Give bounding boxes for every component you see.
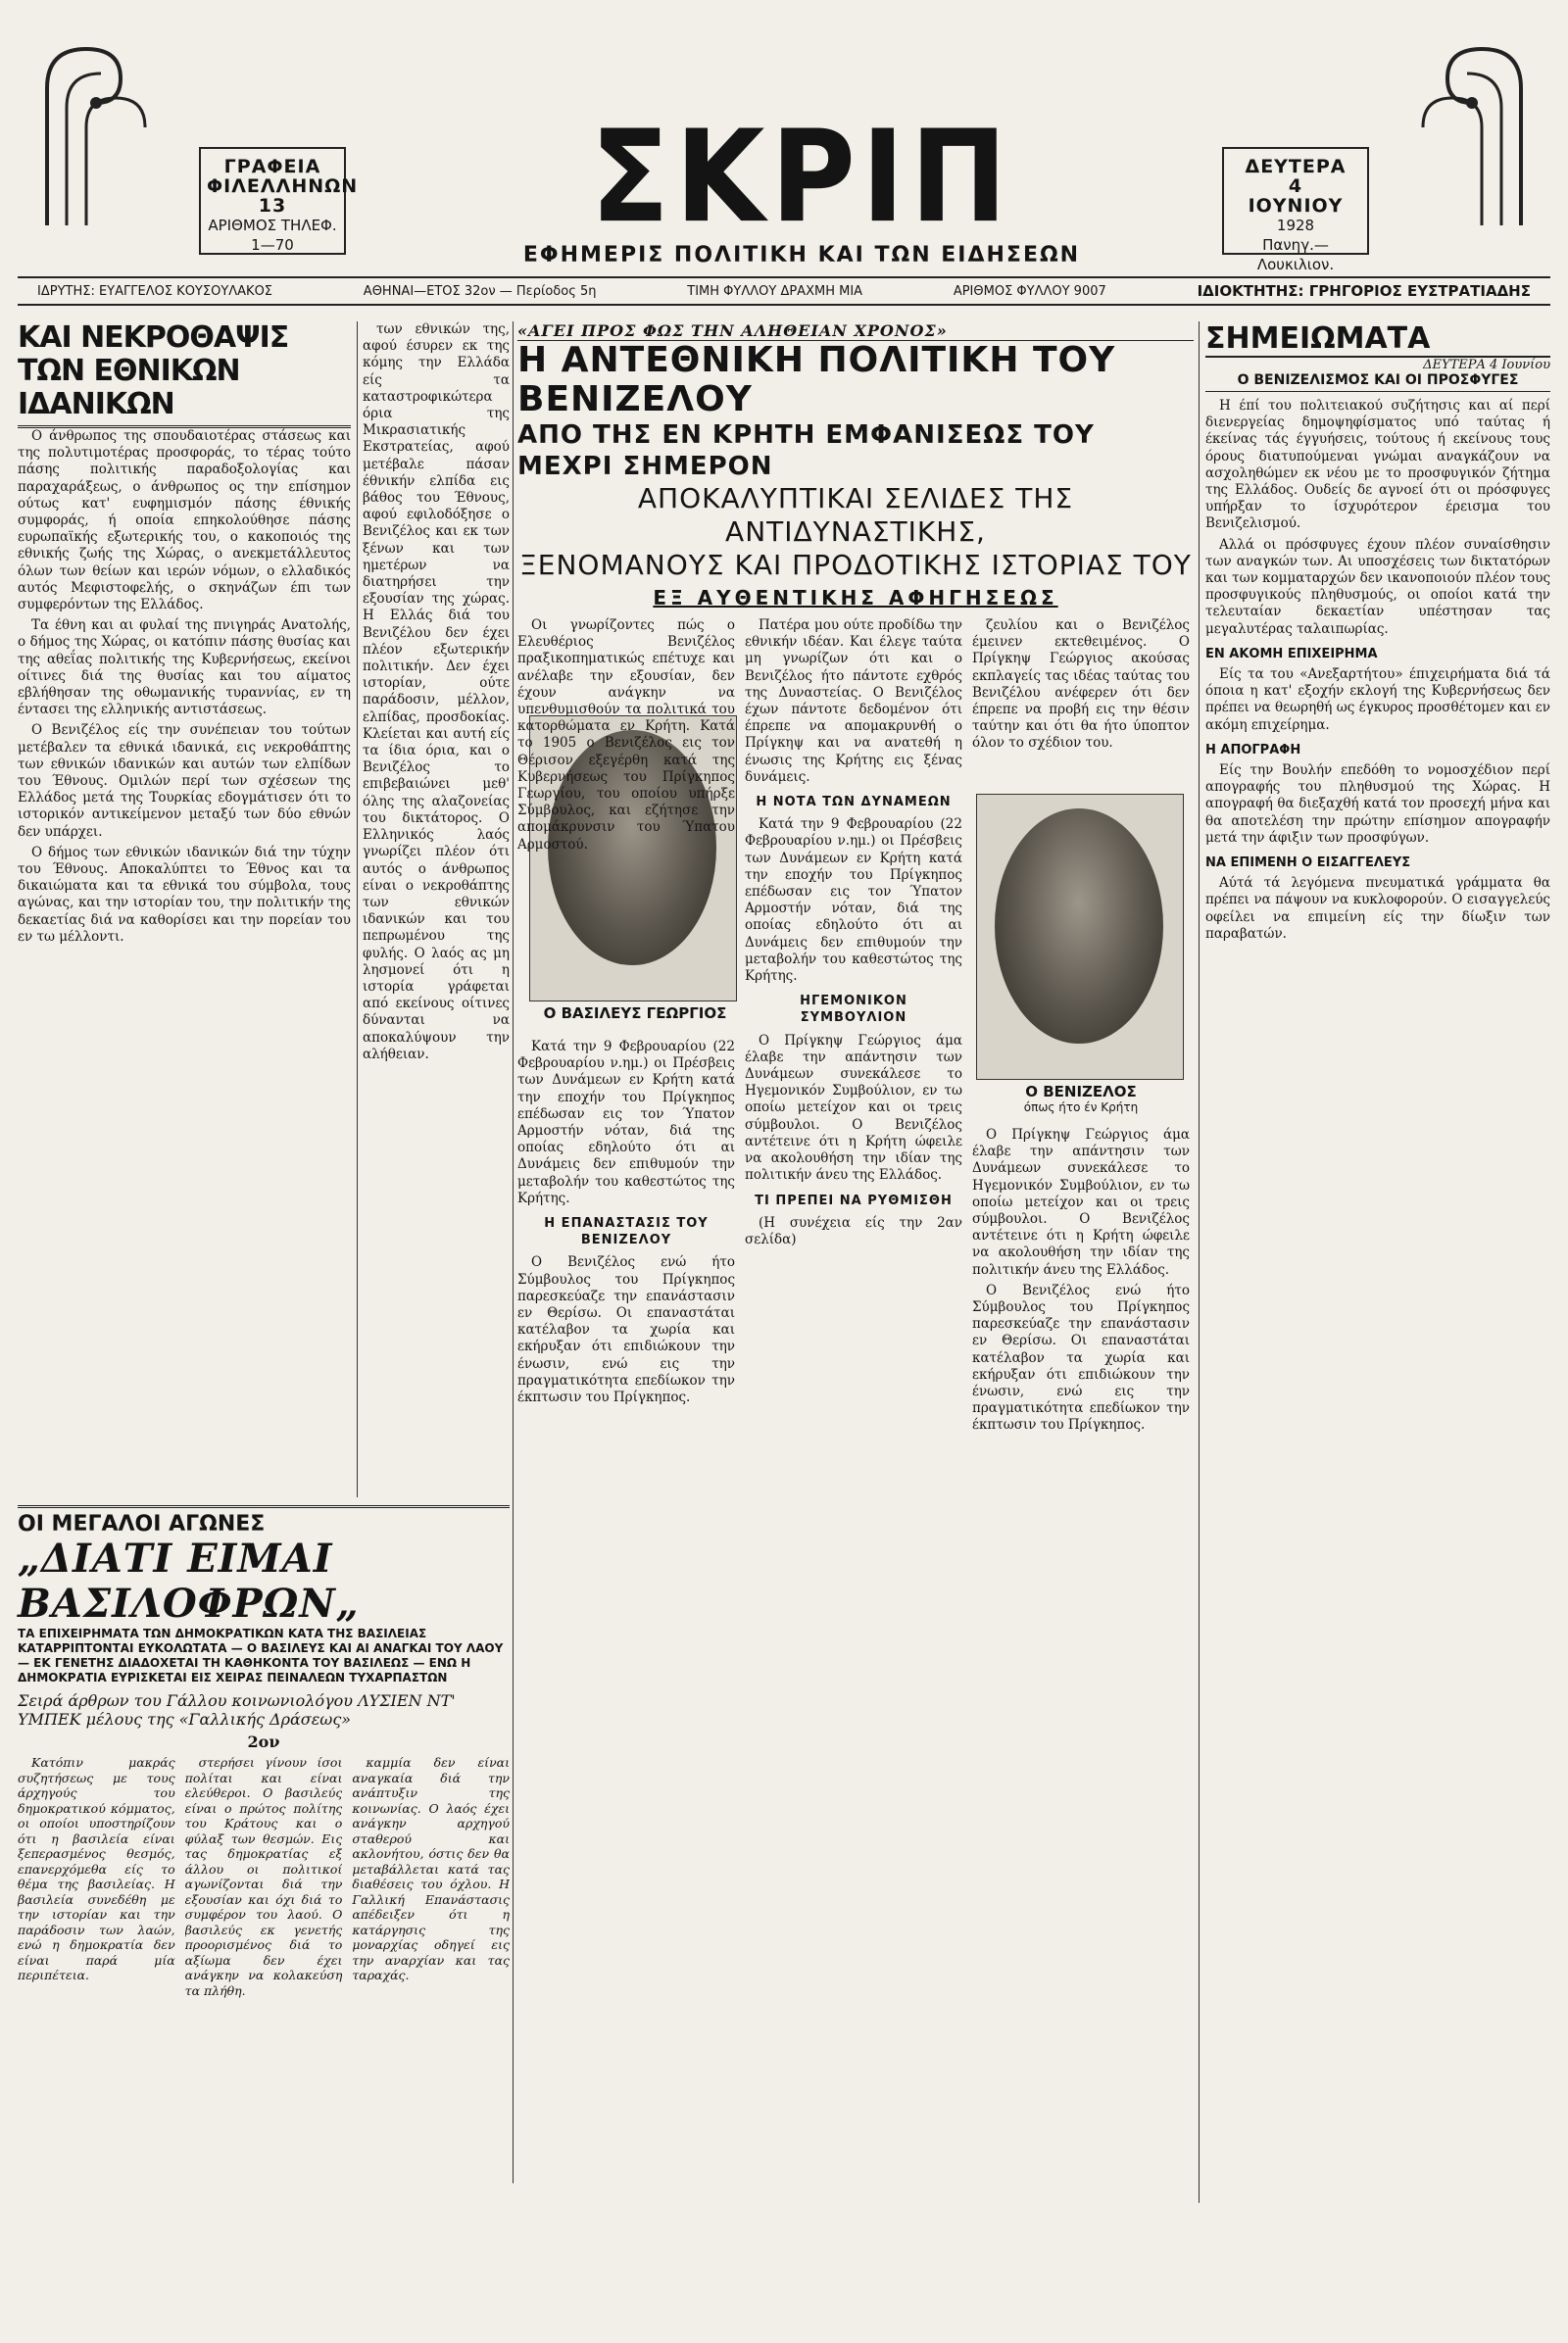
- newspaper-page: [18, 0, 1550, 2211]
- continued-note: (Η συνέχεια είς την 2αν σελίδα): [745, 1214, 962, 1247]
- center-columns: [517, 617, 1194, 2203]
- center-col-3: [972, 617, 1190, 757]
- date-month: ΙΟΥΝΙΟΥ: [1248, 195, 1344, 217]
- notes-headline: ΣΗΜΕΙΩΜΑΤΑ: [1205, 321, 1550, 358]
- king-george-caption: Ο ΒΑΣΙΛΕΥΣ ΓΕΩΡΓΙΟΣ: [543, 1004, 727, 1022]
- paragraph: Αλλά οι πρόσφυγες έχουν πλέον συναίσθησιν των αναγκών των. Αι υποσχέσεις των δικτατόρων και των κομματαρχών δεν ικανοποιούν πλέον τους προσφυγικούς πληθυσμούς, οι οποίοι κατά την τελευταίαν δεκαετίαν υπέστησαν τας μεγαλυτέρας ταλαιπωρίας.: [1205, 536, 1550, 637]
- royalist-col-a: [18, 1755, 175, 2343]
- paragraph: Κατόπιν μακράς συζητήσεως με τους άρχηγούς του δημοκρατικού κόμματος, οι οποίοι υποστηρίζουν ότι η βασιλεία είναι ξεπερασμένος θεσμός, επανερχόμεθα είς το θέμα της βασιλείας. Η βασιλεία συνεδέθη με την ιστορίαν και την παράδοσιν των λαών, ενώ η δημοκρατία δεν είναι παρά μία περιπέτεια.: [18, 1755, 175, 1982]
- paragraph: ζευλίου και ο Βενιζέλος έμεινεν εκτεθειμένος. Ο Πρίγκηψ Γεώργιος ακούσας εκπλαγείς τας ιδέας ταύτας του Βενιζέλου ανέφερεν ότι δεν έπρεπε να προβή εις την θέσιν ταύτην και ότι θα ήτο ύποπτον όλον το σχέδιον του.: [972, 617, 1190, 752]
- venizelos-portrait: [976, 794, 1184, 1080]
- center-deck-2: ΞΕΝΟΜΑΝΟΥΣ ΚΑΙ ΠΡΟΔΟΤΙΚΗΣ ΙΣΤΟΡΙΑΣ ΤΟΥ: [519, 549, 1192, 581]
- center-deck-3: ΕΞ ΑΥΘΕΝΤΙΚΗΣ ΑΦΗΓΗΣΕΩΣ: [653, 586, 1058, 610]
- section-heading: ΝΑ ΕΠΙΜΕΝΗ Ο ΕΙΣΑΓΓΕΛΕΥΣ: [1205, 855, 1411, 871]
- date-day: 4: [1288, 175, 1303, 197]
- notes-kicker: Ο ΒΕΝΙΖΕΛΙΣΜΟΣ ΚΑΙ ΟΙ ΠΡΟΣΦΥΓΕΣ: [1205, 372, 1550, 392]
- royalist-columns: [18, 1755, 510, 2343]
- sub-heading: Η ΕΠΑΝΑΣΤΑΣΙΣ ΤΟΥ ΒΕΝΙΖΕΛΟΥ: [544, 1216, 709, 1248]
- column-rule: [357, 321, 358, 1497]
- phone-number: 1—70: [251, 236, 294, 254]
- paragraph: Η έπί του πολιτειακού συζήτησις και αί περί διενεργείας δημοψηφίσματος υπό ταύτας ή έκείνας τάς έγγυήσεις, τούτους ή εκείνους τους όρους διατυπούμεναι γνώμαι αναγκάζουν να ασχοληθώμεν εκ νέου με το προσφυγικόν ζήτημα της Ελλάδος. Ουδείς δε αγνοεί ότι οι πρόσφυγες υπήρξαν το ίσχυρότερον έρεισμα του Βενιζελισμού.: [1205, 398, 1550, 532]
- paragraph: Είς την Βουλήν επεδόθη το νομοσχέδιον περί απογραφής του πληθυσμού της Χώρας. Η απογραφή θα διεξαχθή κατά τον προσεχή μήνα και θα αποτελέση την πρώτην επίσημον απογραφήν μετά την άφιξιν των προσφύγων.: [1205, 762, 1550, 846]
- date-saint: Πανηγ.—Λουκιλιον.: [1256, 236, 1335, 273]
- venizelos-caption-sub: όπως ήτο έν Κρήτη: [1023, 1100, 1139, 1114]
- paragraph: Ο Πρίγκηψ Γεώργιος άμα έλαβε την απάντησιν των Δυνάμεων συνεκάλεσε το Ηγεμονικόν Συμβούλιον, εν τω οποίω μετείχον και οι τρεις σύμβουλοι. Ο Βενιζέλος αντέτεινε ότι η Κρήτη ώφειλε να ακολουθήση την ιδίαν της πολιτικήν άνευ της Ελλάδος.: [745, 1032, 962, 1184]
- paragraph: Τα έθνη και αι φυλαί της πνιγηράς Ανατολής, ο δήμος της Χώρας, οι κατόπιν πάσης θυσίας και της αθεΐας πολιτικής της Κυβερνήσεως, εκείνοι οίτινες διά της θυσίας και του αίματος εβλήθησαν της οθωμανικής τυραννίας, εν τη έντασει της ελληνικής αντιστάσεως.: [18, 617, 351, 718]
- venizelos-caption-title: Ο ΒΕΝΙΖΕΛΟΣ: [1025, 1083, 1137, 1100]
- royalist-col-b: [185, 1755, 343, 2343]
- notes-column: [1205, 321, 1550, 2203]
- info-bar: [18, 276, 1550, 306]
- date-box: [1222, 147, 1369, 273]
- paragraph: Ο Βενιζέλος ενώ ήτο Σύμβουλος του Πρίγκηπος παρεσκεύαζε την επανάστασιν εν Θερίσω. Οι επαναστάται κατέλαβον τα χωρία και εκήρυξαν ότι επιδιώκουν την ένωσιν, ενώ εις την πραγματικότητα επεδίωκον την έκπτωσιν του Πρίγκηπος.: [517, 1254, 735, 1406]
- royalist-deck: ΤΑ ΕΠΙΧΕΙΡΗΜΑΤΑ ΤΩΝ ΔΗΜΟΚΡΑΤΙΚΩΝ ΚΑΤΑ ΤΗΣ ΒΑΣΙΛΕΙΑΣ ΚΑΤΑΡΡΙΠΤΟΝΤΑΙ ΕΥΚΟΛΩΤΑΤΑ — Ο ΒΑΣΙΛΕΥΣ ΚΑΙ ΑΙ ΑΝΑΓΚΑΙ ΤΟΥ ΛΑΟΥ — ΕΚ ΓΕΝΕΤΗΣ ΔΙΑΔΟΧΕΤΑΙ ΤΗ ΚΑΘΗΚΟΝΤΑ ΤΟΥ ΒΑΣΙΛΕΩΣ — ΕΝΩ Η ΔΗΜΟΚΡΑΤΙΑ ΕΥΡΙΣΚΕΤΑΙ ΕΙΣ ΧΕΙΡΑΣ ΠΕΙΝΑΛΕΩΝ ΤΥΧΑΡΠΑΣΤΩΝ: [18, 1627, 504, 1684]
- article-number: 2ον: [247, 1733, 280, 1751]
- royalist-col-c: [352, 1755, 510, 2343]
- sub-heading: ΤΙ ΠΡΕΠΕΙ ΝΑ ΡΥΘΜΙΣΘΗ: [755, 1193, 953, 1208]
- left-body: [18, 428, 351, 946]
- paragraph: Οι γνωρίζοντες πώς ο Ελευθέριος Βενιζέλος πραξικοπηματικώς επέτυχε και ανέλαβε την εξουσίαν, δεν έχουν ανάγκην να υπενθυμισθούν τα πολιτικά του κατορθώματα εν Κρήτη. Κατά το 1905 ο Βενιζέλος εις τον Θέρισον εξεγέρθη κατά της Κυβερνήσεως του Πρίγκηπος Γεωργίου, του οποίου υπήρξε Σύμβουλος, και εζήτησε την απομάκρυνσιν του Ύπατου Αρμοστού.: [517, 617, 735, 853]
- paragraph: Είς τα του «Ανεξαρτήτου» έπιχειρήματα διά τά όποια η κατ' εξοχήν εκλογή της Κυβερνήσεως δεν πρέπει να θεωρηθή ως έγκυρος προσθέτομεν και εν ακόμη επιχείρημα.: [1205, 666, 1550, 733]
- masthead: [18, 0, 1550, 300]
- center-deck-1: ΑΠΟΚΑΛΥΠΤΙΚΑΙ ΣΕΛΙΔΕΣ ΤΗΣ ΑΝΤΙΔΥΝΑΣΤΙΚΗΣ,: [637, 482, 1074, 548]
- newspaper-title: ΣΚΡΙΠ: [590, 102, 1013, 251]
- offices-address: ΦΙΛΕΛΛΗΝΩΝ 13: [207, 175, 359, 217]
- owner: ΙΔΙΟΚΤΗΤΗΣ: ΓΡΗΓΟΡΙΟΣ ΕΥΣΤΡΑΤΙΑΔΗΣ: [1197, 282, 1531, 300]
- ornament-right: [1394, 29, 1541, 240]
- paragraph: Ο Πρίγκηψ Γεώργιος άμα έλαβε την απάντησιν των Δυνάμεων συνεκάλεσε το Ηγεμονικόν Συμβούλιον, εν τω οποίω μετείχον και οι τρεις σύμβουλοι. Ο Βενιζέλος αντέτεινε ότι η Κρήτη ώφειλε να ακολουθήση την ιδίαν της πολιτικήν άνευ της Ελλάδος.: [972, 1127, 1190, 1278]
- center-col-1: [517, 617, 735, 857]
- issue-number: ΑΡΙΘΜΟΣ ΦΥΛΛΟΥ 9007: [953, 283, 1106, 299]
- sub-heading: Η ΝΟΤΑ ΤΩΝ ΔΥΝΑΜΕΩΝ: [756, 795, 952, 810]
- date-year: 1928: [1276, 217, 1315, 234]
- edition: ΑΘΗΝΑΙ—ΕΤΟΣ 32ον — Περίοδος 5η: [363, 283, 597, 299]
- paragraph: Κατά την 9 Φεβρουαρίου (22 Φεβρουαρίου ν.ημ.) οι Πρέσβεις των Δυνάμεων εν Κρήτη κατά την εποχήν του Πρίγκηπος επέδωσαν εις τον Ύπατον Αρμοστήν νόταν, διά της οποίας εδηλούτο ότι αι Δυνάμεις δεν επιθυμούν την μεταβολήν του καθεστώτος της Κρήτης.: [517, 1039, 735, 1206]
- paragraph: στερήσει γίνουν ίσοι πολίται και είναι ελεύθεροι. Ο βασιλεύς είναι ο πρώτος πολίτης του Κράτους και ο φύλαξ των θεσμών. Εις τας δημοκρατίας εξ άλλου οι πολιτικοί αγωνίζονται διά την εξουσίαν και όχι διά το συμφέρον του λαού. Ο βασιλεύς εκ γενετής προορισμένος διά το αξίωμα δεν έχει ανάγκην να κολακεύση τα πλήθη.: [184, 1755, 343, 1998]
- left-article-continued: [363, 321, 510, 1497]
- notes-dateline: ΔΕΥΤΕΡΑ 4 Ιουνίου: [1423, 358, 1550, 372]
- center-kicker: «ΑΓΕΙ ΠΡΟΣ ΦΩΣ ΤΗΝ ΑΛΗΘΕΙΑΝ ΧΡΟΝΟΣ»: [517, 321, 1194, 341]
- center-col-3b: [972, 1127, 1190, 2203]
- paragraph: Ο άνθρωπος της σπουδαιοτέρας στάσεως και της πολυτιμοτέρας προσφοράς, το τέρας τούτο πάσης πολιτικής παραδοξολογίας και παραχαράξεως, ο άνθρωπος ος την επίσημον ούτως κατ' ευφημισμόν πάσης έθνικής συμφοράς, ή οποία επηκολούθησε πάσης ευρωπαϊκής εξωτερικής του, ο κακοποιός της εθνικής ζωής της Χώρας, ο ανεκμετάλλευτος όλων των θείων και ιερών νόμων, ο ελλαδικός αυτός Μεφιστοφελής, ο σκηνάζων έπι των συμφερόντων της Ελλάδος.: [18, 428, 351, 613]
- royalist-article: [18, 1505, 510, 2343]
- left-article: [18, 321, 351, 1497]
- section-heading: Η ΑΠΟΓΡΑΦΗ: [1205, 742, 1301, 757]
- paragraph: των εθνικών της, αφού έσυρεν εκ της κόμης την Ελλάδα είς τα καταστροφικώτερα όρια της Μικρασιατικής Εκστρατείας, αφού μετέβαλε πάσαν έθνικήν ελπίδα εις βάθος του Έθνους, αφού εφιλοδόξησε ο Βενιζέλος και εκ των ξένων και των ημετέρων να διατηρήσει την εξουσίαν της χώρας. Η Ελλάς διά του Βενιζέλου δεν έχει πλέον εξωτερικήν πολιτικήν. Δεν έχει ιστορίαν, ούτε παράδοσιν, μέλλον, ελπίδας, προσδοκίας. Κλείεται και αυτή είς τα ίδια όρια, και ο Βενιζέλος το επιβεβαιώνει μεθ' όλης της αλαζονείας του δικτάτορος. Ο Ελληνικός λαός γνωρίζει πλέον ότι αυτός ο άνθρωπος είναι ο νεκροθάπτης των εθνικών ιδανικών και του πεπρωμένου της φυλής. Ο λαός ας μη λησμονεί ότι η ιστορία γράφεται από εκείνους οίτινες δύνανται να αποκαλύψουν την αλήθειαν.: [363, 321, 510, 1062]
- paragraph: Αύτά τά λεγόμενα πνευματικά γράμματα θα πρέπει να πάψουν να κυκλοφορούν. Ο εισαγγελεύς οφείλει να επιμείνη είς την δίωξιν των παραβατών.: [1205, 875, 1550, 942]
- date-weekday: ΔΕΥΤΕΡΑ: [1245, 156, 1347, 177]
- offices-box: [199, 147, 359, 255]
- ornament-left: [27, 29, 174, 240]
- center-col-1b: [517, 1039, 735, 2203]
- center-headline: Η ΑΝΤΕΘΝΙΚΗ ΠΟΛΙΤΙΚΗ ΤΟΥ ΒΕΝΙΖΕΛΟΥ: [517, 340, 1116, 419]
- paragraph: καμμία δεν είναι αναγκαία διά την ανάπτυξιν της κοινωνίας. Ο λαός έχει ανάγκην αρχηγού σταθερού και ακλονήτου, όστις δεν θα μεταβάλλεται κατά τας διαθέσεις του όχλου. Η Γαλλική Επανάστασις απέδειξεν ότι η κατάργησις της μοναρχίας οδηγεί εις την αναρχίαν και τας ταραχάς.: [352, 1755, 511, 1982]
- continued-body: [363, 321, 510, 1063]
- paragraph: Ο δήμος των εθνικών ιδανικών διά την τύχην του Έθνους. Αποκαλύπτει το Έθνος και τα δικαιώματα και τα εθνικά του σύμβολα, τους αγώνας, και την ιστορίαν του, την πολιτικήν της δεκαετίας διά να καθορίσει και την πορείαν του εν τω μέλλοντι.: [18, 844, 351, 945]
- left-headline: ΚΑΙ ΝΕΚΡΟΘΑΨΙΣ ΤΩΝ ΕΘΝΙΚΩΝ ΙΔΑΝΙΚΩΝ: [18, 321, 351, 428]
- center-subheadline: ΑΠΟ ΤΗΣ ΕΝ ΚΡΗΤΗ ΕΜΦΑΝΙΣΕΩΣ ΤΟΥ ΜΕΧΡΙ ΣΗΜΕΡΟΝ: [517, 420, 1095, 481]
- center-feature: [517, 321, 1194, 2203]
- paragraph: Ο Βενιζέλος ενώ ήτο Σύμβουλος του Πρίγκηπος παρεσκεύαζε την επανάστασιν εν Θερίσω. Οι επαναστάται κατέλαβον τα χωρία και εκήρυξαν ότι επιδιώκουν την ένωσιν, ενώ εις την πραγματικότητα επεδίωκον την έκπτωσιν του Πρίγκηπος.: [972, 1282, 1190, 1434]
- section-heading: ΕΝ ΑΚΟΜΗ ΕΠΙΧΕΙΡΗΜΑ: [1205, 646, 1378, 661]
- notes-body: [1205, 398, 1550, 943]
- offices-label: ΓΡΑΦΕΙΑ: [223, 156, 321, 177]
- royalist-kicker: ΟΙ ΜΕΓΑΛΟΙ ΑΓΩΝΕΣ: [18, 1505, 510, 1537]
- royalist-headline: „ΔΙΑΤΙ ΕΙΜΑΙ ΒΑΣΙΛΟΦΡΩΝ„: [18, 1536, 360, 1627]
- sub-heading: ΗΓΕΜΟΝΙΚΟΝ ΣΥΜΒΟΥΛΙΟΝ: [800, 994, 907, 1026]
- founder: ΙΔΡΥΤΗΣ: ΕΥΑΓΓΕΛΟΣ ΚΟΥΣΟΥΛΑΚΟΣ: [37, 283, 273, 299]
- paragraph: Κατά την 9 Φεβρουαρίου (22 Φεβρουαρίου ν.ημ.) οι Πρέσβεις των Δυνάμεων εν Κρήτη κατά την εποχήν του Πρίγκηπος επέδωσαν εις τον Ύπατον Αρμοστήν νόταν, διά της οποίας εδηλούτο ότι αι Δυνάμεις δεν επιθυμούν την μεταβολήν του καθεστώτος της Κρήτης.: [745, 816, 962, 985]
- paragraph: Ο Βενιζέλος είς την συνέπειαν του τούτων μετέβαλεν τα εθνικά ιδανικά, εις νεκροθάπτης των εθνικών ιδανικών και αυτών των ελπίδων του Έθνους. Ομιλών περί των σχέσεων της Ελλάδος μετά της Τουρκίας εδογμάτισεν ότι το ιστορικόν αντικείμενον μεταξύ των δύο εθνών δεν υπάρχει.: [18, 722, 351, 840]
- center-col-2: [745, 617, 962, 2203]
- phone-label: ΑΡΙΘΜΟΣ ΤΗΛΕΦ.: [208, 217, 337, 234]
- price: ΤΙΜΗ ΦΥΛΛΟΥ ΔΡΑΧΜΗ ΜΙΑ: [687, 283, 863, 299]
- column-rule: [513, 321, 514, 2183]
- royalist-byline: Σειρά άρθρων του Γάλλου κοινωνιολόγου ΛΥΣΙΕΝ ΝΤ' ΥΜΠΕΚ μέλους της «Γαλλικής Δράσεως»: [18, 1691, 456, 1729]
- venizelos-caption: [963, 1083, 1194, 1114]
- newspaper-subtitle: ΕΦΗΜΕΡΙΣ ΠΟΛΙΤΙΚΗ ΚΑΙ ΤΩΝ ΕΙΔΗΣΕΩΝ: [522, 243, 1081, 268]
- paragraph: Πατέρα μου ούτε προδίδω την εθνικήν ιδέαν. Και έλεγε ταύτα μη γνωρίζων ότι και ο Βενιζέλος ήτο πάντοτε εχθρός της Δυναστείας. Ο Βενιζέλος έχων πάντοτε δεδομένον ότι έπρεπε να απομακρυνθή ο Πρίγκηψ και να ανατεθή η ένωσις της Κρήτης εις ξένας δυνάμεις.: [745, 617, 962, 785]
- column-rule: [1199, 321, 1200, 2203]
